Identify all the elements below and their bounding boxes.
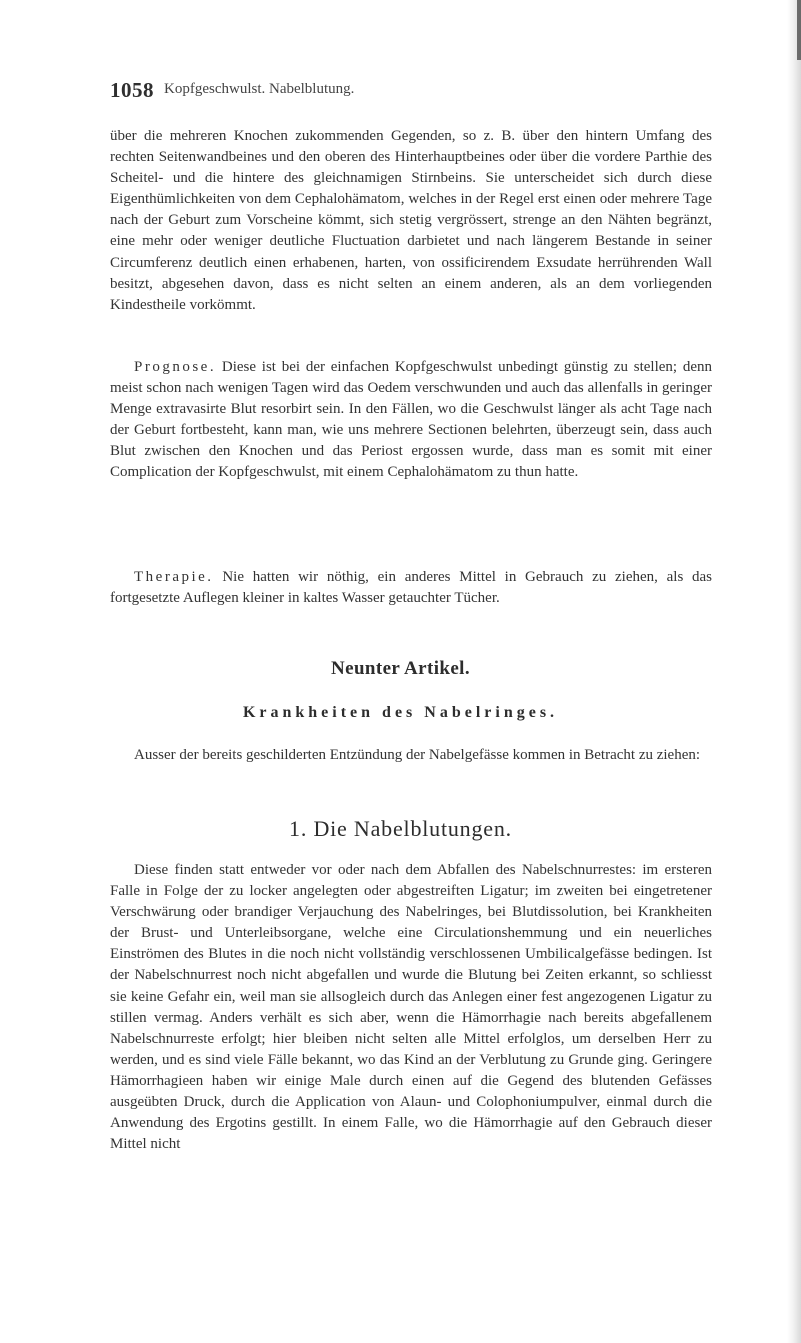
paragraph-label: Prognose.: [134, 359, 217, 375]
paragraph-intro: [110, 126, 712, 316]
paragraph-intro-list: [110, 745, 712, 766]
paragraph-prognose: [110, 357, 712, 484]
paragraph-nabelblutungen: [110, 860, 712, 1155]
subsection-title: 1. Die Nabelblutungen.: [289, 816, 512, 841]
page-edge-mark: [797, 0, 801, 60]
page-number: 1058: [110, 78, 154, 102]
chapter-title: Krankheiten des Nabelringes.: [242, 704, 559, 721]
paragraph-body: [110, 567, 712, 609]
article-title: Neunter Artikel.: [330, 658, 471, 679]
paragraph-text: Nie hatten wir nöthig, ein anderes Mittel in Gebrauch zu ziehen, als das fortgesetzte Auflegen kleiner in kaltes Wasser getauchter Tücher.: [110, 569, 713, 607]
paragraph-text: Diese finden statt entweder vor oder nach dem Abfallen des Nabelschnurrestes: im ersteren Falle in Folge der zu locker angelegten oder abgestreiften Ligatur; im zweiten bei eingetretener Verschwärung oder brandiger Verjauchung des Nabelringes, bei Blutdissolution, bei Krankheiten der Brust- und Unterleibsorgane, welche eine Circulationshemmung und ein neuerliches Einströmen des Blutes in die noch nicht vollständig verschlossenen Umbilicalgefässe bedingen. Ist der Nabelschnurrest noch nicht abgefallen und wurde die Blutung bei Zeiten erkannt, so schliesst sie keine Gefahr ein, weil man sie allsogleich durch das Anlegen einer fest angezogenen Ligatur zu stillen vermag. Anders verhält es sich aber, wenn die Hämorrhagie nach bereits abgefallenem Nabelschnurreste erfolgt; hier bleiben nicht selten alle Mittel erfolglos, um derselben Herr zu werden, und es sind viele Fälle bekannt, wo das Kind an der Verblutung zu Grunde ging. Geringere Hämorrhagieen haben wir einige Male durch einen auf die Gegend des blutenden Gefässes ausgeübten Druck, durch die Application von Alaun- und Colophoniumpulver, einmal durch die Anwendung des Ergotins gestillt. In einem Falle, wo die Hämorrhagie auf den Gebrauch dieser Mittel nicht: [110, 862, 712, 1153]
paragraph-text: über die mehreren Knochen zukommenden Gegenden, so z. B. über den hintern Umfang des rechten Seitenwandbeines und den oberen des Hinterhauptbeines oder über die vordere Parthie des Scheitel- und die hintere des gleichnamigen Stirnbeins. Sie unterscheidet sich durch diese Eigenthümlichkeiten von dem Cephalohämatom, welches in der Regel erst einen oder mehrere Tage nach der Geburt zum Vorscheine kömmt, sich stetig vergrössert, strenge an den Nähten begränzt, eine mehr oder weniger deutliche Fluctuation darbietet und nach längerem Bestande in seiner Circumferenz deutlich einen erhabenen, harten, von ossificirendem Exsudate herrührenden Wall besitzt, abgesehen davon, dass es nicht selten an einem anderen, als an dem vorliegenden Kindestheile vorkömmt.: [110, 128, 712, 313]
paragraph-text: Diese ist bei der einfachen Kopfgeschwulst unbedingt günstig zu stellen; denn meist schon nach wenigen Tagen wird das Oedem verschwunden und auch das allenfalls in geringer Menge extravasirte Blut resorbirt sein. In den Fällen, wo die Geschwulst länger als acht Tage nach der Geburt fortbesteht, kann man, wie uns mehrere Sectionen belehrten, überzeugt sein, dass auch Blut zwischen den Knochen und das Periost ergossen wurde, dass man es somit mit einer Complication der Kopfgeschwulst, mit einem Cephalohämatom zu thun hatte.: [110, 359, 713, 481]
paragraph-label: Therapie.: [134, 569, 214, 585]
paragraph-therapie: [110, 567, 712, 609]
page-header: [110, 78, 720, 106]
paragraph-body: [110, 357, 712, 484]
running-head: Kopfgeschwulst. Nabelblutung.: [164, 81, 355, 97]
paragraph-text: Ausser der bereits geschilderten Entzündung der Nabelgefässe kommen in Betracht zu ziehen:: [134, 747, 701, 763]
